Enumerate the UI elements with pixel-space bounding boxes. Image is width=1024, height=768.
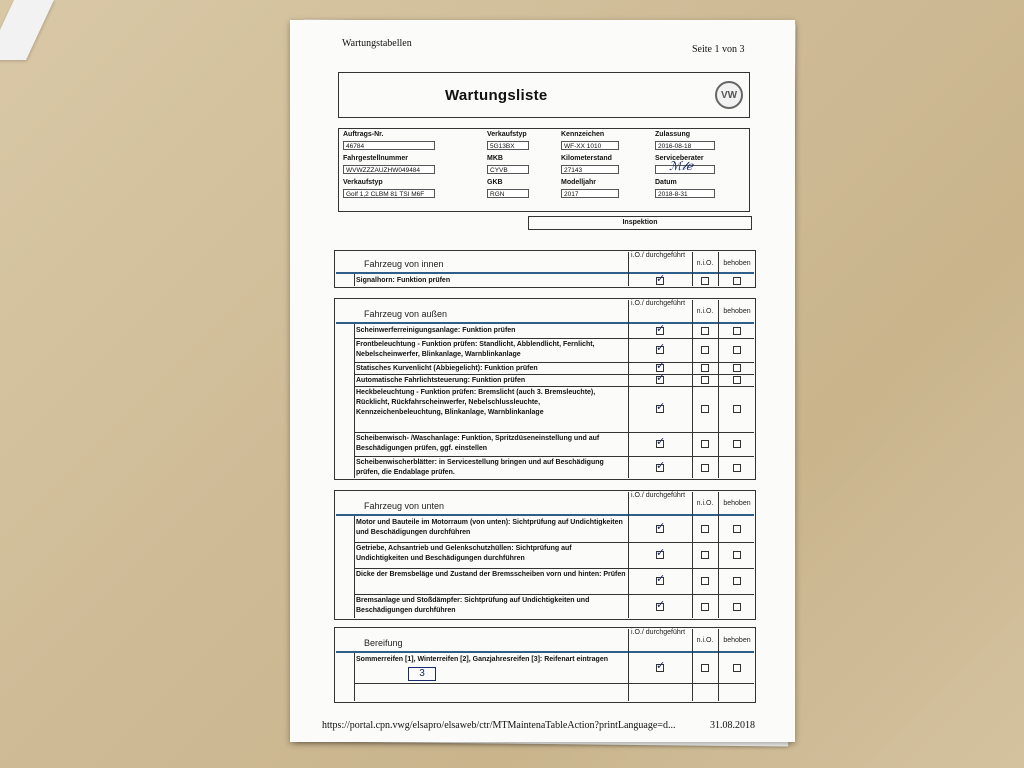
col-behoben-header: behoben xyxy=(723,637,751,644)
vehicle-info-box xyxy=(338,128,750,212)
task-row-unten: Getriebe, Achsantrieb und Gelenkschutzhüllen: Sichtprüfung auf Undichtigkeiten und Beschädigungen durchführen xyxy=(356,545,572,562)
checkbox-nio[interactable] xyxy=(701,346,709,354)
page-title: Wartungsliste xyxy=(445,87,548,104)
gkb-value: RGN xyxy=(487,189,529,198)
checkbox-nio[interactable] xyxy=(701,577,709,585)
checkbox-behoben[interactable] xyxy=(733,376,741,384)
col-behoben-header: behoben xyxy=(723,260,751,267)
kennzeichen-value: WF-XX 1010 xyxy=(561,141,619,150)
checkbox-nio[interactable] xyxy=(701,464,709,472)
checkbox-nio[interactable] xyxy=(701,603,709,611)
section-title-bereifung: Bereifung xyxy=(364,638,403,648)
checkbox-nio[interactable] xyxy=(701,376,709,384)
checkbox-behoben[interactable] xyxy=(733,327,741,335)
checkbox-nio[interactable] xyxy=(701,364,709,372)
check-mark-icon: ✓ xyxy=(656,341,666,354)
footer-url: https://portal.cpn.vwg/elsapro/elsaweb/ctr/MTMaintenaTableAction?printLanguage=d... xyxy=(322,720,676,731)
modelljahr-value: 2017 xyxy=(561,189,619,198)
check-mark-icon: ✓ xyxy=(656,572,666,585)
checkbox-nio[interactable] xyxy=(701,551,709,559)
checkbox-nio[interactable] xyxy=(701,664,709,672)
task-row-innen: Signalhorn: Funktion prüfen xyxy=(356,277,451,284)
title-box xyxy=(338,72,750,118)
header-left: Wartungstabellen xyxy=(342,38,412,49)
km-label: Kilometerstand xyxy=(561,155,612,162)
task-row-aussen: Statisches Kurvenlicht (Abbiegelicht): Funktion prüfen xyxy=(356,365,538,372)
tyre-type-value[interactable]: 3 xyxy=(408,667,436,681)
check-mark-icon: ✓ xyxy=(656,598,666,611)
checkbox-behoben[interactable] xyxy=(733,464,741,472)
serviceberater-label: Serviceberater xyxy=(655,155,704,162)
checkbox-behoben[interactable] xyxy=(733,577,741,585)
checkbox-nio[interactable] xyxy=(701,327,709,335)
fahrgestell-value: WVWZZZAUZHW049484 xyxy=(343,165,435,174)
modelljahr-label: Modelljahr xyxy=(561,179,597,186)
check-mark-icon: ✓ xyxy=(656,371,666,384)
checkbox-behoben[interactable] xyxy=(733,346,741,354)
check-mark-icon: ✓ xyxy=(656,520,666,533)
signature: ℳ𝓁ℯ xyxy=(669,159,693,173)
column-divider xyxy=(718,252,719,286)
task-row-aussen: Frontbeleuchtung - Funktion prüfen: Standlicht, Abblendlicht, Fernlicht, Nebelscheinwerfer, Blinkanlage, Warnblinkanlage xyxy=(356,341,595,358)
checkbox-behoben[interactable] xyxy=(733,525,741,533)
verkaufstyp-text-value: Golf 1,2 CLBM 81 TSI M6F xyxy=(343,189,435,198)
checkbox-behoben[interactable] xyxy=(733,364,741,372)
datum-value: 2018-8-31 xyxy=(655,189,715,198)
task-row-unten: Bremsanlage und Stoßdämpfer: Sichtprüfung auf Undichtigkeiten und Beschädigungen durchführen xyxy=(356,597,590,614)
km-value: 27143 xyxy=(561,165,619,174)
row-divider xyxy=(354,683,754,684)
desk-paper-corner xyxy=(0,0,54,60)
zulassung-value: 2016-08-18 xyxy=(655,141,715,150)
check-mark-icon: ✓ xyxy=(656,272,666,285)
gkb-label: GKB xyxy=(487,179,503,186)
column-divider xyxy=(692,252,693,286)
section-title-innen: Fahrzeug von innen xyxy=(364,259,444,269)
column-divider xyxy=(718,492,719,618)
task-row-aussen: Scheibenwisch- /Waschanlage: Funktion, Spritzdüseneinstellung und auf Beschädigungen prüfen, ggf. einstellen xyxy=(356,435,600,452)
verkaufstyp-label: Verkaufstyp xyxy=(487,131,527,138)
row-divider xyxy=(354,386,754,387)
task-row-unten: Dicke der Bremsbeläge und Zustand der Bremsscheiben vorn und hinten: Prüfen xyxy=(356,571,626,578)
col-behoben-header: behoben xyxy=(723,308,751,315)
task-row-aussen: Heckbeleuchtung - Funktion prüfen: Bremslicht (auch 3. Bremsleuchte), Rücklicht, Rückfahrscheinwerfer, Nebelschlussleuchte, Kennzeichenbeleuchtung, Blinkanlage, Warnblinkanlage xyxy=(356,389,596,416)
auftrags-nr-label: Auftrags-Nr. xyxy=(343,131,384,138)
section-title-unten: Fahrzeug von unten xyxy=(364,501,445,511)
checkbox-nio[interactable] xyxy=(701,440,709,448)
fahrgestell-label: Fahrgestellnummer xyxy=(343,155,408,162)
row-divider xyxy=(354,374,754,375)
checkbox-behoben[interactable] xyxy=(733,603,741,611)
row-divider xyxy=(354,432,754,433)
checkbox-behoben[interactable] xyxy=(733,664,741,672)
task-left-divider xyxy=(354,516,355,618)
check-mark-icon: ✓ xyxy=(656,546,666,559)
row-divider xyxy=(354,456,754,457)
row-divider xyxy=(354,338,754,339)
auftrags-nr-value: 46784 xyxy=(343,141,435,150)
row-divider xyxy=(354,542,754,543)
col-io-header: i.O./ durchgeführt xyxy=(630,629,686,636)
checkbox-behoben[interactable] xyxy=(733,551,741,559)
column-divider xyxy=(628,629,629,701)
col-nio-header: n.i.O. xyxy=(696,500,714,507)
task-row-aussen: Scheinwerferreinigungsanlage: Funktion prüfen xyxy=(356,327,516,334)
check-mark-icon: ✓ xyxy=(656,459,666,472)
datum-label: Datum xyxy=(655,179,677,186)
footer-date: 31.08.2018 xyxy=(710,720,755,731)
checkbox-behoben[interactable] xyxy=(733,405,741,413)
checkbox-nio[interactable] xyxy=(701,277,709,285)
task-left-divider xyxy=(354,653,355,701)
task-row-aussen: Automatische Fahrlichtsteuerung: Funktion prüfen xyxy=(356,377,526,384)
col-io-header: i.O./ durchgeführt xyxy=(630,252,686,259)
col-behoben-header: behoben xyxy=(723,500,751,507)
vw-logo-icon: VW xyxy=(715,81,743,109)
column-divider xyxy=(718,629,719,701)
col-nio-header: n.i.O. xyxy=(696,637,714,644)
column-divider xyxy=(692,300,693,478)
check-mark-icon: ✓ xyxy=(656,322,666,335)
check-mark-icon: ✓ xyxy=(656,359,666,372)
check-mark-icon: ✓ xyxy=(656,659,666,672)
kennzeichen-label: Kennzeichen xyxy=(561,131,605,138)
maintenance-sheet xyxy=(290,20,795,742)
task-left-divider xyxy=(354,324,355,478)
column-divider xyxy=(628,252,629,286)
column-divider xyxy=(628,300,629,478)
check-mark-icon: ✓ xyxy=(656,400,666,413)
section-title-aussen: Fahrzeug von außen xyxy=(364,309,448,319)
mkb-value: CYVB xyxy=(487,165,529,174)
zulassung-label: Zulassung xyxy=(655,131,691,138)
col-io-header: i.O./ durchgeführt xyxy=(630,300,686,307)
check-mark-icon: ✓ xyxy=(656,435,666,448)
task-row-unten: Motor und Bauteile im Motorraum (von unten): Sichtprüfung auf Undichtigkeiten und Beschädigungen durchführen xyxy=(356,519,623,536)
column-divider xyxy=(692,492,693,618)
verkaufstyp-label-2: Verkaufstyp xyxy=(343,179,383,186)
checkbox-behoben[interactable] xyxy=(733,277,741,285)
task-row-bereifung: Sommerreifen [1], Winterreifen [2], Ganzjahresreifen [3]: Reifenart eintragen xyxy=(356,656,608,663)
checkbox-nio[interactable] xyxy=(701,525,709,533)
row-divider xyxy=(354,362,754,363)
header-right: Seite 1 von 3 xyxy=(692,44,745,55)
row-divider xyxy=(354,568,754,569)
column-divider xyxy=(718,300,719,478)
col-nio-header: n.i.O. xyxy=(696,260,714,267)
mkb-label: MKB xyxy=(487,155,503,162)
col-io-header: i.O./ durchgeführt xyxy=(630,492,686,499)
verkaufstyp-code-value: 5G13BX xyxy=(487,141,529,150)
task-left-divider xyxy=(354,274,355,286)
col-nio-header: n.i.O. xyxy=(696,308,714,315)
task-row-aussen: Scheibenwischerblätter: in Servicestellung bringen und auf Beschädigung prüfen, die Endablage prüfen. xyxy=(356,459,604,476)
checkbox-behoben[interactable] xyxy=(733,440,741,448)
checkbox-nio[interactable] xyxy=(701,405,709,413)
column-divider xyxy=(628,492,629,618)
column-divider xyxy=(692,629,693,701)
inspektion-heading: Inspektion xyxy=(528,216,752,230)
row-divider xyxy=(354,594,754,595)
